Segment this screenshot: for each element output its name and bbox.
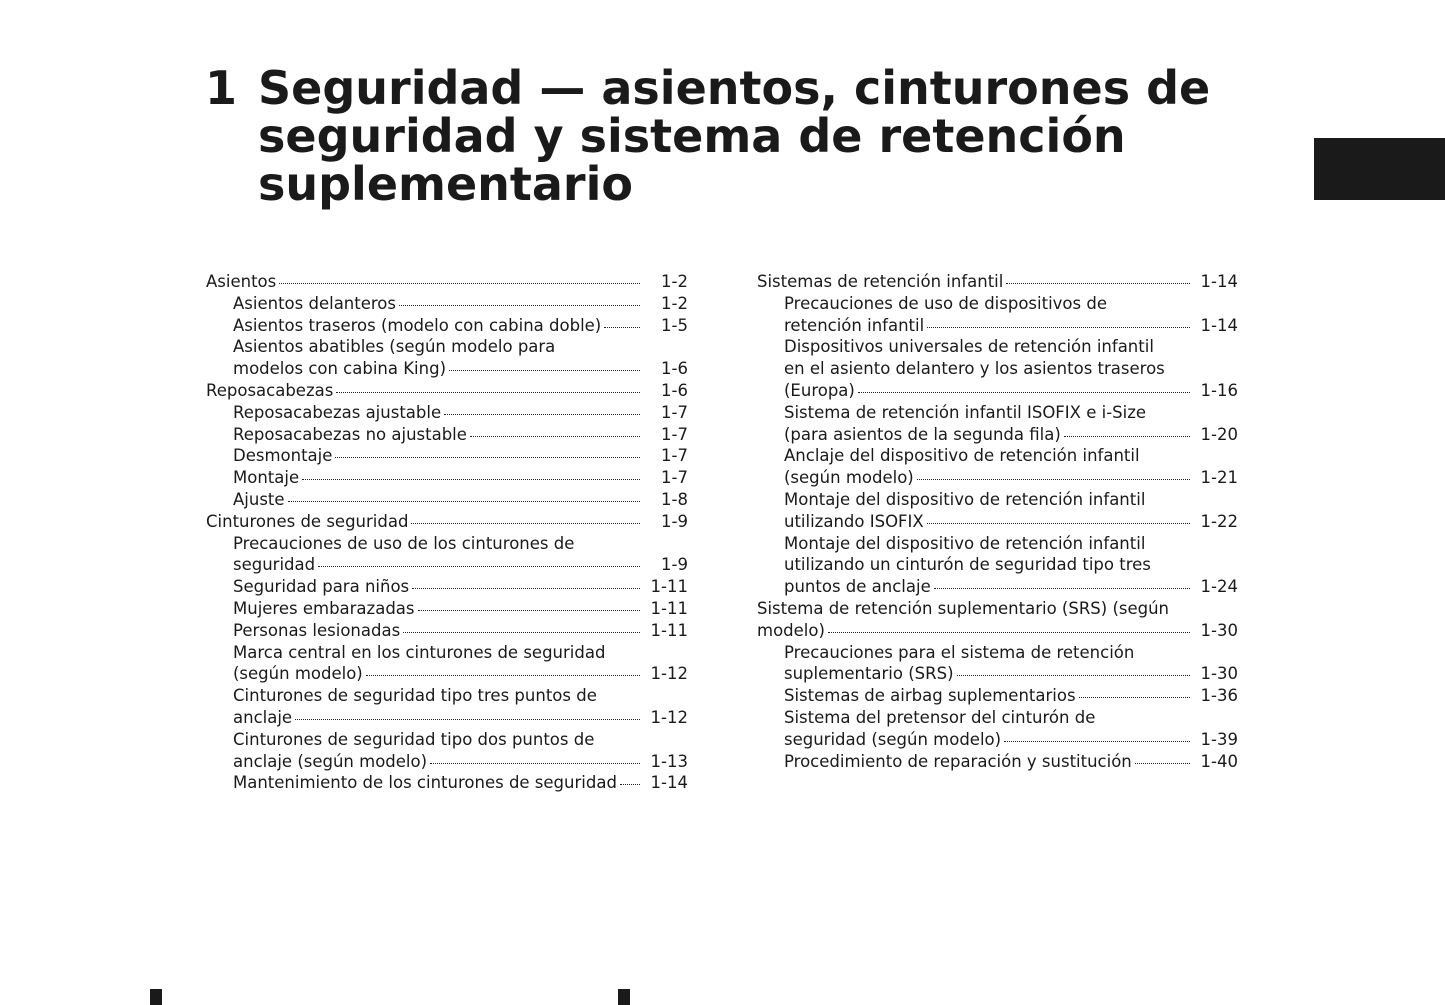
chapter-title-line: suplementario <box>258 157 633 211</box>
toc-entry-title-line: Sistema de retención infantil ISOFIX e i-Size <box>784 402 1147 422</box>
chapter-title-line: Seguridad — asientos, cinturones de <box>258 61 1211 115</box>
toc-entry-row <box>784 685 1238 707</box>
toc-entry-row <box>784 424 1238 446</box>
toc-page-number: 1-6 <box>661 380 688 400</box>
toc-entry-row <box>233 293 688 315</box>
toc-page-number: 1-36 <box>1200 686 1238 706</box>
dot-leader <box>449 370 640 371</box>
toc-entry-title-line: utilizando un cinturón de seguridad tipo tres <box>784 555 1151 575</box>
dot-leader <box>934 588 1190 589</box>
toc-entry-title-line: modelos con cabina King) <box>233 359 447 379</box>
toc-entry-title-line: Sistemas de retención infantil <box>757 272 1004 291</box>
toc-entry-row <box>233 772 688 794</box>
toc-page-number: 1-13 <box>650 751 688 771</box>
toc-entry-row <box>233 554 688 576</box>
toc-entry[interactable] <box>757 685 1238 707</box>
toc-entry-row <box>206 511 688 533</box>
toc-page-number: 1-16 <box>1200 380 1238 400</box>
toc-entry-row <box>784 576 1238 598</box>
dot-leader <box>366 675 640 676</box>
toc-entry-title-line: anclaje <box>233 707 293 727</box>
toc-entry-title-line: Asientos delanteros <box>233 293 396 313</box>
toc-entry-title-line: suplementario (SRS) <box>784 664 954 684</box>
toc-entry-row <box>784 663 1238 685</box>
toc-page-number: 1-14 <box>1200 272 1238 291</box>
toc-entry-title-line: Precauciones de uso de dispositivos de <box>784 293 1107 313</box>
toc-entry-row <box>757 271 1238 293</box>
toc-entry-row <box>784 751 1238 773</box>
chapter-tab-marker <box>1314 138 1445 200</box>
toc-entry-title-line: Reposacabezas no ajustable <box>233 424 467 444</box>
dot-leader <box>403 632 640 633</box>
toc-entry-title-line: Asientos <box>206 272 277 291</box>
toc-page-number: 1-9 <box>661 555 688 575</box>
toc-page-number: 1-30 <box>1200 620 1238 640</box>
toc-right-column <box>757 271 1238 772</box>
toc-page-number: 1-11 <box>650 598 688 618</box>
dot-leader <box>335 457 640 458</box>
toc-entry-row <box>757 620 1238 642</box>
toc-entry-title-line: Precauciones para el sistema de retención <box>784 642 1135 662</box>
toc-entry-title-line: utilizando ISOFIX <box>784 511 924 531</box>
dot-leader <box>399 305 640 306</box>
toc-entry-title-line: (para asientos de la segunda fila) <box>784 424 1061 444</box>
toc-entry-row <box>233 489 688 511</box>
toc-entry-row <box>784 511 1238 533</box>
dot-leader <box>288 501 640 502</box>
toc-entry[interactable] <box>206 620 688 642</box>
dot-leader <box>1064 436 1190 437</box>
dot-leader <box>411 523 640 524</box>
dot-leader <box>1006 283 1190 284</box>
toc-entry[interactable] <box>206 336 688 380</box>
dot-leader <box>828 632 1190 633</box>
dot-leader <box>927 327 1190 328</box>
toc-page-number: 1-11 <box>650 620 688 640</box>
toc-entry[interactable] <box>206 424 688 446</box>
toc-entry-title-line: Seguridad para niños <box>233 577 410 597</box>
toc-entry[interactable] <box>206 576 688 598</box>
toc-page-number: 1-11 <box>650 577 688 597</box>
toc-entry-title-line: retención infantil <box>784 315 925 335</box>
dot-leader <box>418 610 641 611</box>
toc-page-number: 1-24 <box>1200 577 1238 597</box>
dot-leader <box>470 436 640 437</box>
toc-entry-title-line: Desmontaje <box>233 446 333 466</box>
toc-page-number: 1-14 <box>1200 315 1238 335</box>
toc-entry[interactable] <box>757 402 1238 446</box>
toc-entry-title-line: Mantenimiento de los cinturones de seguridad <box>233 773 617 793</box>
toc-entry-title-line: Cinturones de seguridad tipo dos puntos de <box>233 729 595 749</box>
toc-entry-row <box>784 467 1238 489</box>
crop-mark-right <box>618 989 630 1005</box>
dot-leader <box>927 523 1190 524</box>
chapter-title <box>258 61 1268 211</box>
toc-page-number: 1-22 <box>1200 511 1238 531</box>
toc-page-number: 1-8 <box>661 489 688 509</box>
toc-entry-title-line: Personas lesionadas <box>233 620 401 640</box>
dot-leader <box>858 392 1190 393</box>
toc-entry-row <box>233 315 688 337</box>
toc-entry[interactable] <box>206 642 688 686</box>
toc-entry-title-line: modelo) <box>757 620 825 640</box>
toc-entry[interactable] <box>757 533 1238 598</box>
toc-entry-title-line: Anclaje del dispositivo de retención infantil <box>784 446 1140 466</box>
toc-page-number: 1-7 <box>661 468 688 488</box>
toc-page-number: 1-7 <box>661 424 688 444</box>
toc-entry[interactable] <box>206 271 688 293</box>
toc-left-column <box>206 271 688 794</box>
dot-leader <box>412 588 640 589</box>
toc-page-number: 1-12 <box>650 664 688 684</box>
toc-entry-title-line: Sistemas de airbag suplementarios <box>784 686 1076 706</box>
toc-entry[interactable] <box>206 511 688 533</box>
toc-page-number: 1-14 <box>650 773 688 793</box>
toc-entry[interactable] <box>206 293 688 315</box>
toc-entry-row <box>233 424 688 446</box>
toc-entry-title-line: Precauciones de uso de los cinturones de <box>233 533 575 553</box>
toc-entry-title-line: Mujeres embarazadas <box>233 598 415 618</box>
toc-entry-title-line: Asientos abatibles (según modelo para <box>233 337 556 357</box>
toc-page-number: 1-12 <box>650 707 688 727</box>
chapter-number: 1 <box>205 61 238 115</box>
crop-mark-left <box>150 989 162 1005</box>
toc-entry-row <box>233 620 688 642</box>
toc-page-number: 1-5 <box>661 315 688 335</box>
toc-entry[interactable] <box>206 598 688 620</box>
toc-entry[interactable] <box>757 707 1238 751</box>
toc-entry-row <box>206 380 688 402</box>
toc-entry-row <box>206 271 688 293</box>
toc-entry[interactable] <box>206 467 688 489</box>
toc-entry-row <box>784 729 1238 751</box>
toc-entry-title-line: Montaje del dispositivo de retención infantil <box>784 489 1146 509</box>
toc-entry-row <box>233 576 688 598</box>
toc-entry[interactable] <box>757 751 1238 773</box>
toc-entry[interactable] <box>757 598 1238 642</box>
toc-entry-title-line: Asientos traseros (modelo con cabina doble) <box>233 315 602 335</box>
toc-entry-title-line: Dispositivos universales de retención infantil <box>784 337 1154 357</box>
dot-leader <box>620 784 640 785</box>
toc-page-number: 1-39 <box>1200 729 1238 749</box>
toc-entry-row <box>233 358 688 380</box>
toc-entry-title-line: Montaje del dispositivo de retención infantil <box>784 533 1146 553</box>
toc-page-number: 1-21 <box>1200 468 1238 488</box>
toc-page-number: 1-40 <box>1200 751 1238 771</box>
toc-entry[interactable] <box>206 380 688 402</box>
toc-entry-title-line: seguridad <box>233 555 316 575</box>
dot-leader <box>1135 763 1190 764</box>
toc-entry-row <box>784 315 1238 337</box>
toc-entry[interactable] <box>206 445 688 467</box>
dot-leader <box>957 675 1190 676</box>
toc-entry[interactable] <box>757 293 1238 337</box>
dot-leader <box>336 392 640 393</box>
toc-entry-row <box>233 663 688 685</box>
toc-entry[interactable] <box>206 772 688 794</box>
toc-entry[interactable] <box>206 489 688 511</box>
toc-entry[interactable] <box>757 489 1238 533</box>
toc-entry-row <box>233 467 688 489</box>
toc-page-number: 1-20 <box>1200 424 1238 444</box>
toc-entry-title-line: Montaje <box>233 468 300 488</box>
toc-entry-title-line: Sistema de retención suplementario (SRS) (según <box>757 598 1170 618</box>
toc-page-number: 1-7 <box>661 402 688 422</box>
toc-entry-title-line: anclaje (según modelo) <box>233 751 428 771</box>
dot-leader <box>604 327 640 328</box>
toc-page-number: 1-7 <box>661 446 688 466</box>
toc-entry-row <box>233 598 688 620</box>
toc-entry[interactable] <box>757 271 1238 293</box>
toc-entry-title-line: en el asiento delantero y los asientos traseros <box>784 359 1165 379</box>
toc-entry-row <box>233 751 688 773</box>
dot-leader <box>318 566 640 567</box>
toc-entry-row <box>233 707 688 729</box>
toc-entry-title-line: Sistema del pretensor del cinturón de <box>784 707 1096 727</box>
toc-entry-title-line: puntos de anclaje <box>784 577 931 597</box>
dot-leader <box>279 283 640 284</box>
toc-entry-title-line: (según modelo) <box>784 468 914 488</box>
toc-page-number: 1-2 <box>661 272 688 291</box>
chapter-title-line: seguridad y sistema de retención <box>258 109 1126 163</box>
toc-entry-title-line: Procedimiento de reparación y sustitución <box>784 751 1132 771</box>
toc-entry-title-line: (Europa) <box>784 380 855 400</box>
toc-entry[interactable] <box>206 533 688 577</box>
toc-entry[interactable] <box>757 336 1238 401</box>
toc-entry[interactable] <box>206 315 688 337</box>
dot-leader <box>302 479 640 480</box>
toc-entry[interactable] <box>757 445 1238 489</box>
toc-page-number: 1-2 <box>661 293 688 313</box>
toc-entry-row <box>784 380 1238 402</box>
toc-entry-title-line: Cinturones de seguridad tipo tres puntos de <box>233 686 597 706</box>
toc-entry-row <box>233 445 688 467</box>
toc-entry-title-line: Reposacabezas <box>206 380 334 400</box>
dot-leader <box>917 479 1190 480</box>
toc-entry-title-line: (según modelo) <box>233 664 363 684</box>
toc-entry[interactable] <box>206 402 688 424</box>
dot-leader <box>444 414 640 415</box>
toc-entry[interactable] <box>757 642 1238 686</box>
dot-leader <box>1004 741 1190 742</box>
toc-page-number: 1-30 <box>1200 664 1238 684</box>
toc-entry-title-line: Cinturones de seguridad <box>206 511 409 531</box>
dot-leader <box>1079 697 1190 698</box>
toc-page-number: 1-6 <box>661 359 688 379</box>
toc-entry-title-line: Marca central en los cinturones de seguridad <box>233 642 606 662</box>
toc-entry-title-line: Ajuste <box>233 489 285 509</box>
toc-entry-title-line: seguridad (según modelo) <box>784 729 1002 749</box>
toc-entry[interactable] <box>206 685 688 729</box>
toc-entry-title-line: Reposacabezas ajustable <box>233 402 442 422</box>
toc-entry[interactable] <box>206 729 688 773</box>
dot-leader <box>295 719 640 720</box>
toc-entry-row <box>233 402 688 424</box>
toc-page-number: 1-9 <box>661 511 688 531</box>
dot-leader <box>430 763 640 764</box>
